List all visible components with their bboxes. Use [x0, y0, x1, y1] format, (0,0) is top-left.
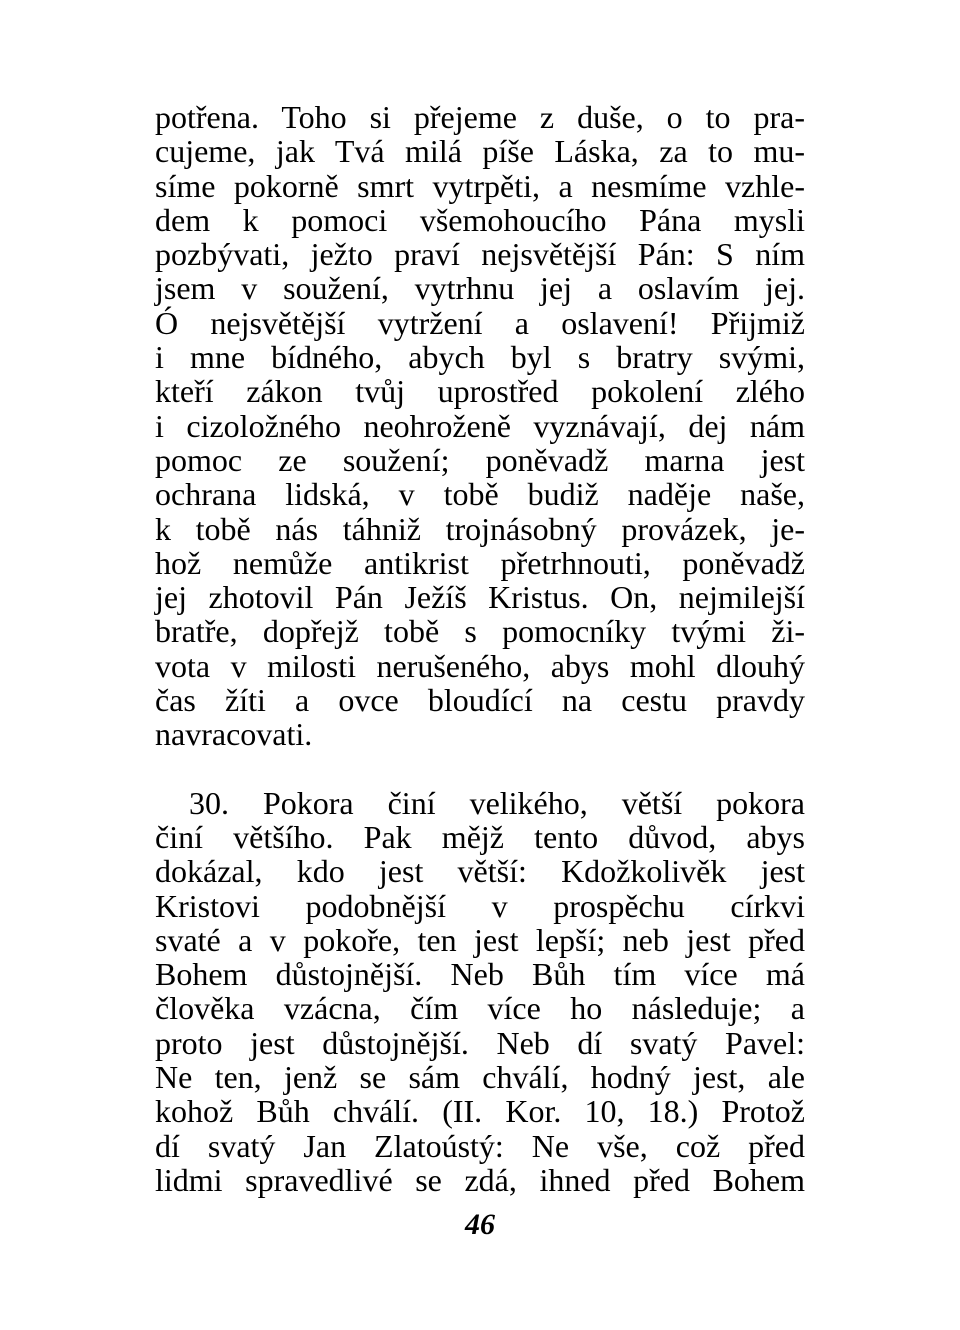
text-line: 30. Pokora činí velikého, větší pokora [189, 784, 805, 821]
text-line: čas žíti a ovce bloudící na cestu pravdy [155, 682, 805, 719]
text-line: Ó nejsvětější vytržení a oslavení! Přijmiž [155, 304, 805, 341]
text-line: Kristovi podobnější v prospěchu církvi [155, 887, 805, 924]
text-line: dokázal, kdo jest větší: Kdožkolivěk jest [155, 853, 805, 890]
text-line: proto jest důstojnější. Neb dí svatý Pavel: [155, 1024, 805, 1061]
text-line: bratře, dopřejž tobě s pomocníky tvými ži- [155, 613, 805, 650]
text-line: cujeme, jak Tvá milá píše Láska, za to mu- [155, 133, 805, 170]
paragraph-2 [155, 786, 805, 1198]
text-line: síme pokorně smrt vytrpěti, a nesmíme vzhle- [155, 167, 805, 204]
text-line: jej zhotovil Pán Ježíš Kristus. On, nejmilejší [155, 579, 805, 616]
text-line: Ne ten, jenž se sám chválí, hodný jest, ale [155, 1059, 805, 1096]
body-text [155, 100, 805, 1197]
paragraph-1 [155, 100, 805, 752]
text-line: k tobě nás táhniž trojnásobný provázek, je- [155, 510, 805, 547]
page-number: 46 [465, 1208, 495, 1241]
text-line: ochrana lidská, v tobě budiž naděje naše, [155, 476, 805, 513]
text-line: pozbývati, ježto praví nejsvětější Pán: S ním [155, 236, 805, 273]
paragraph-gap [155, 752, 805, 786]
text-line: svaté a v pokoře, ten jest lepší; neb jest před [155, 921, 805, 958]
text-line: jsem v soužení, vytrhnu jej a oslavím jej. [155, 270, 805, 307]
text-line: lidmi spravedlivé se zdá, ihned před Bohem [155, 1161, 805, 1198]
text-line: i mne bídného, abych byl s bratry svými, [155, 339, 805, 376]
text-line: kteří zákon tvůj uprostřed pokolení zlého [155, 373, 805, 410]
text-line: Bohem důstojnější. Neb Bůh tím více má [155, 956, 805, 993]
text-line: navracovati. [155, 716, 313, 753]
text-line: potřena. Toho si přejeme z duše, o to pra- [155, 99, 805, 135]
text-line: dí svatý Jan Zlatoústý: Ne vše, což před [155, 1127, 805, 1164]
text-line: dem k pomoci všemohoucího Pána mysli [155, 201, 805, 238]
text-line: hož nemůže antikrist přetrhnouti, poněvadž [155, 544, 805, 581]
text-line: pomoc ze soužení; poněvadž marna jest [155, 441, 805, 478]
text-line: vota v milosti nerušeného, abys mohl dlouhý [155, 647, 805, 684]
text-line: člověka vzácna, čím více ho následuje; a [155, 990, 805, 1027]
text-line: i cizoložného neohroženě vyznávají, dej nám [155, 407, 805, 444]
text-line: činí většího. Pak mějž tento důvod, abys [155, 818, 805, 855]
text-line: kohož Bůh chválí. (II. Kor. 10, 18.) Protož [155, 1093, 805, 1130]
